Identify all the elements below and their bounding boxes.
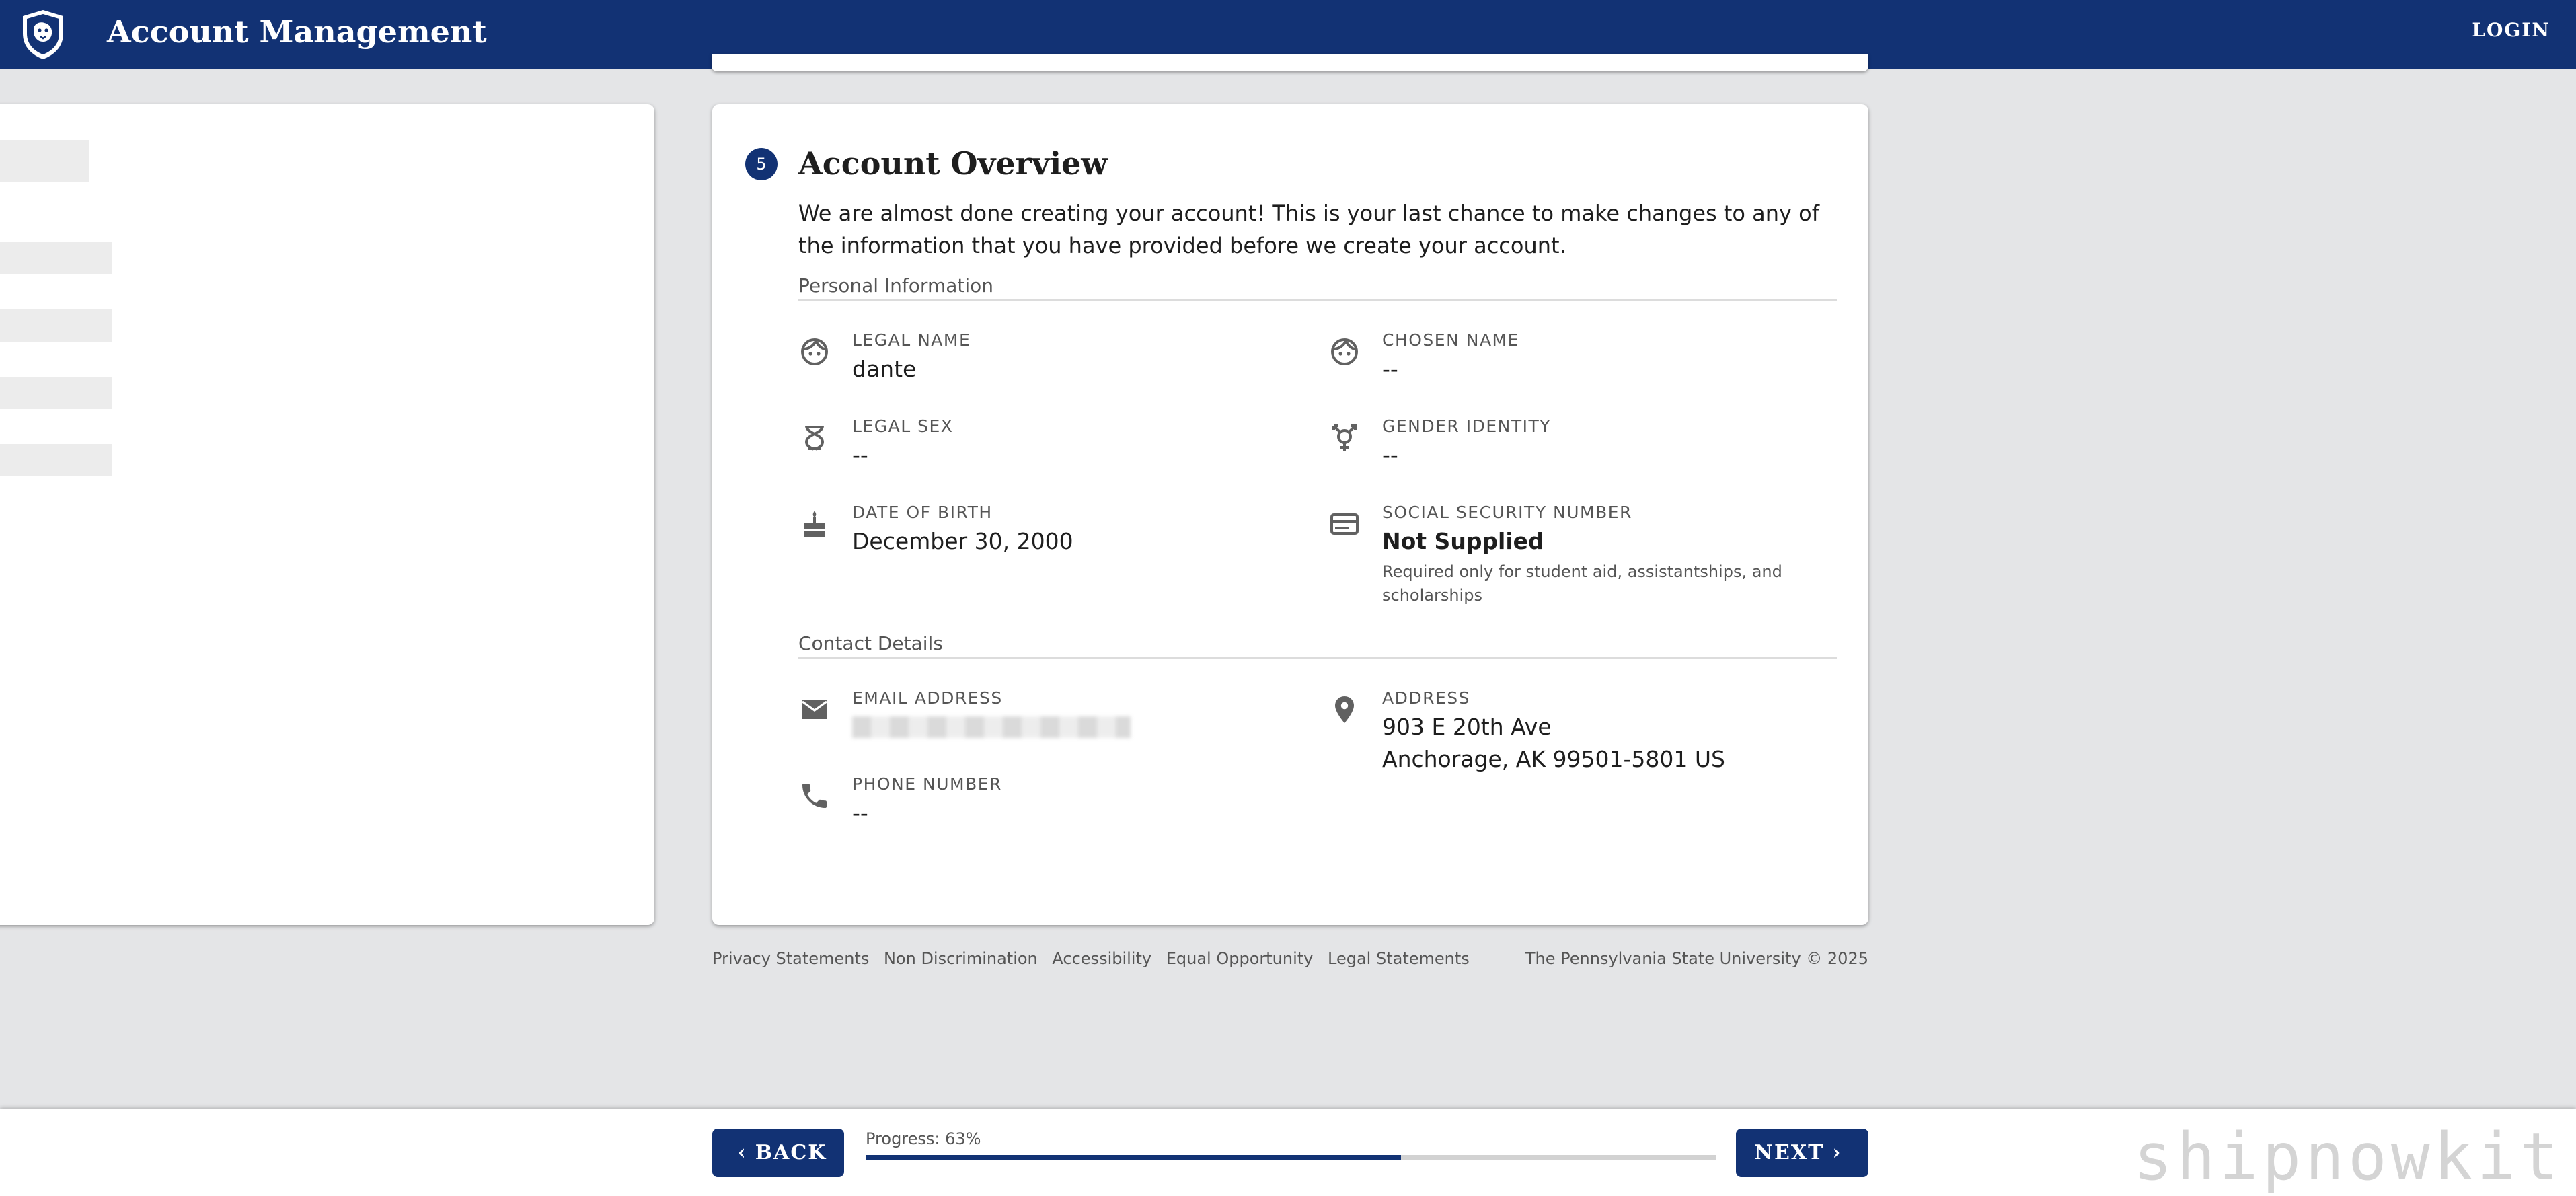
face-icon [798,336,831,368]
address-line-1: 903 E 20th Ave [1382,714,1552,740]
footer-link-non-discrimination[interactable]: Non Discrimination [883,949,1038,968]
skeleton-line [0,309,112,342]
personal-information-heading: Personal Information [798,272,1837,301]
location-pin-icon [1328,694,1361,726]
chosen-name-value: -- [1382,356,1398,382]
intro-text: We are almost done creating your account! This is your last chance to make changes to any of the information that you have provided before we create your account. [798,200,1819,258]
step-number-badge: 5 [745,148,778,180]
ssn-note: Required only for student aid, assistantships, and scholarships [1382,562,1782,605]
phone-value: -- [852,800,868,826]
dna-icon [798,422,831,454]
transgender-icon [1328,422,1361,454]
gender-identity-label: GENDER IDENTITY [1382,416,1552,436]
previous-card-edge [712,54,1868,71]
skeleton-line [0,242,112,274]
email-value-redacted [852,716,1131,738]
progress-bar [866,1155,1716,1160]
chosen-name-label: CHOSEN NAME [1382,330,1519,350]
ssn-value: Not Supplied [1382,528,1544,554]
legal-sex-label: LEGAL SEX [852,416,954,436]
date-of-birth-value: December 30, 2000 [852,528,1073,554]
chevron-left-icon: ‹ [737,1141,747,1164]
email-label: EMAIL ADDRESS [852,688,1003,708]
phone-label: PHONE NUMBER [852,774,1002,794]
mail-icon [798,694,831,726]
footer-link-legal[interactable]: Legal Statements [1328,949,1470,968]
footer-link-equal-opportunity[interactable]: Equal Opportunity [1166,949,1314,968]
back-button-label: BACK [755,1141,827,1164]
account-overview-card [712,104,1868,925]
card-icon [1328,508,1361,540]
skeleton-line [0,377,112,409]
legal-name-label: LEGAL NAME [852,330,971,350]
chevron-right-icon: › [1832,1141,1842,1164]
legal-name-value: dante [852,356,917,382]
back-button[interactable] [712,1129,844,1177]
footer-link-accessibility[interactable]: Accessibility [1052,949,1152,968]
card-title: Account Overview [798,145,1108,182]
page-footer [712,946,1868,971]
navigation-skeleton-card [0,104,654,925]
contact-details-heading: Contact Details [798,630,1837,659]
address-line-2: Anchorage, AK 99501-5801 US [1382,746,1725,772]
app-title: Account Management [107,13,487,50]
progress-bar-fill [866,1155,1401,1160]
date-of-birth-label: DATE OF BIRTH [852,502,993,522]
gender-identity-value: -- [1382,442,1398,468]
progress-label: Progress: 63% [866,1129,981,1148]
skeleton-line [0,140,89,182]
login-button[interactable]: LOGIN [2472,19,2550,41]
next-button[interactable] [1736,1129,1868,1177]
penn-state-shield-logo-icon[interactable] [20,8,66,61]
legal-sex-value: -- [852,442,868,468]
phone-icon [798,780,831,812]
cake-icon [798,508,831,540]
copyright-text: The Pennsylvania State University © 2025 [1525,949,1868,968]
footer-links [712,949,1479,968]
skeleton-line [0,444,112,476]
footer-link-privacy[interactable]: Privacy Statements [712,949,870,968]
next-button-label: NEXT [1754,1141,1825,1164]
watermark-text: shipnowkit [2133,1119,2563,1195]
ssn-label: SOCIAL SECURITY NUMBER [1382,502,1632,522]
address-label: ADDRESS [1382,688,1471,708]
face-icon [1328,336,1361,368]
